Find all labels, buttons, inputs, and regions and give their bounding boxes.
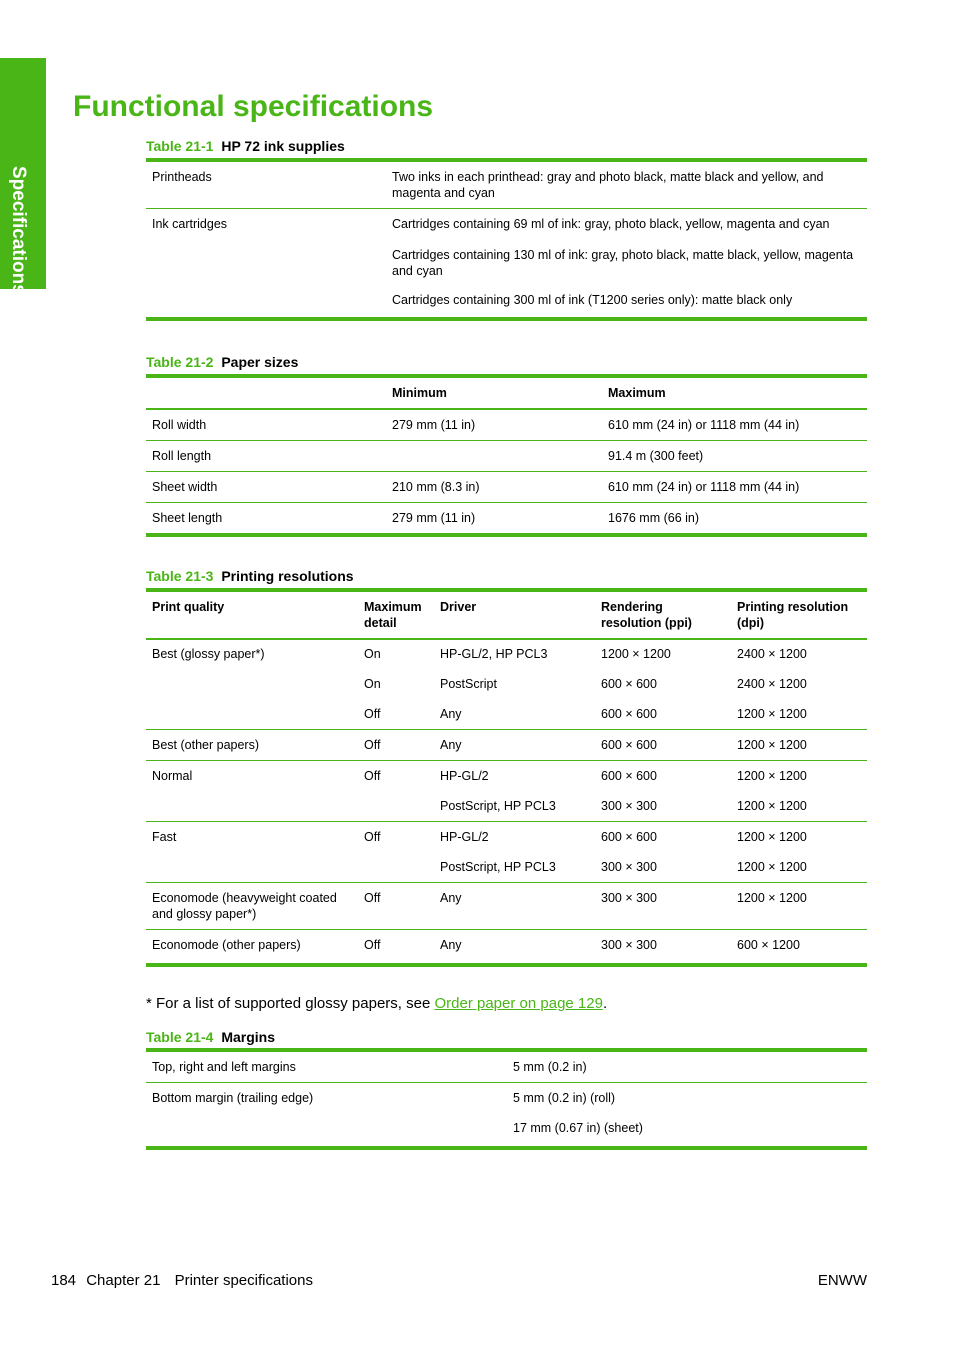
table-cell: 1200 × 1200 xyxy=(737,830,807,844)
table-cell: 600 × 1200 xyxy=(737,938,800,952)
table-cell: Top, right and left margins xyxy=(152,1060,296,1074)
table-ink-supplies xyxy=(146,158,867,321)
column-header: Rendering resolution (ppi) xyxy=(601,600,692,630)
table-row xyxy=(146,852,867,883)
table1-bottom-rule xyxy=(146,317,867,321)
table-cell: 600 × 600 xyxy=(601,738,657,752)
table-row xyxy=(146,162,867,209)
table-cell: PostScript, HP PCL3 xyxy=(440,799,556,813)
table-cell: 279 mm (11 in) xyxy=(392,418,476,432)
table-row xyxy=(146,822,867,853)
table-cell: 17 mm (0.67 in) (sheet) xyxy=(513,1121,643,1135)
table-cell xyxy=(358,852,434,883)
table-cell xyxy=(146,669,358,699)
table2-number: Table 21-2 xyxy=(146,354,214,370)
table-cell: Off xyxy=(364,830,381,844)
table-margins xyxy=(146,1048,867,1150)
table-paper-sizes xyxy=(146,374,867,537)
table2-title: Paper sizes xyxy=(221,354,299,370)
table-cell: On xyxy=(364,677,381,691)
table-row xyxy=(146,409,867,441)
page-number: 184 xyxy=(51,1272,77,1289)
table-row xyxy=(146,930,867,964)
table-cell: Roll width xyxy=(152,418,207,432)
table-row xyxy=(146,472,867,503)
table-cell: 610 mm (24 in) or 1118 mm (44 in) xyxy=(608,480,800,494)
table-row xyxy=(146,639,867,669)
column-header: Driver xyxy=(440,600,477,614)
table-cell: Normal xyxy=(152,769,193,783)
page-footer-right: ENWW xyxy=(817,1272,867,1289)
table1-number: Table 21-1 xyxy=(146,138,214,154)
page-title: Functional specifications xyxy=(73,90,434,123)
table-cell: 5 mm (0.2 in) (roll) xyxy=(513,1091,616,1105)
table3-title: Printing resolutions xyxy=(221,568,354,584)
table-cell: On xyxy=(364,647,381,661)
table-row xyxy=(146,791,867,822)
table-cell: Sheet length xyxy=(152,511,223,525)
table4-number: Table 21-4 xyxy=(146,1029,214,1045)
table-cell: 1200 × 1200 xyxy=(737,891,807,905)
column-header: Print quality xyxy=(152,600,225,614)
column-header: Maximum detail xyxy=(364,600,422,630)
table-cell xyxy=(146,286,386,317)
table-cell: 600 × 600 xyxy=(601,830,657,844)
table-cell: Any xyxy=(440,891,462,905)
table-cell: Roll length xyxy=(152,449,212,463)
table-cell: 1200 × 1200 xyxy=(737,860,807,874)
table-cell: 300 × 300 xyxy=(601,938,657,952)
table-header-row xyxy=(146,378,867,409)
table4-title: Margins xyxy=(221,1029,276,1045)
table-row xyxy=(146,669,867,699)
table-cell: Fast xyxy=(152,830,177,844)
table-cell: Economode (other papers) xyxy=(152,938,301,952)
table-cell: Two inks in each printhead: gray and photo black, matte black and yellow, and magenta and cyan xyxy=(392,170,824,200)
table2-caption xyxy=(146,354,298,370)
table-cell: Off xyxy=(364,938,381,952)
table-cell: 1200 × 1200 xyxy=(737,769,807,783)
column-header: Printing resolution (dpi) xyxy=(737,600,849,630)
table-row xyxy=(146,503,867,534)
table-cell: Any xyxy=(440,938,462,952)
table-cell xyxy=(146,699,358,730)
table-cell: Economode (heavyweight coated and glossy paper*) xyxy=(152,891,337,921)
table-cell: Cartridges containing 300 ml of ink (T1200 series only): matte black only xyxy=(392,293,793,307)
column-header: Minimum xyxy=(392,386,447,400)
table-cell: 91.4 m (300 feet) xyxy=(608,449,704,463)
footnote-text: * For a list of supported glossy papers, see xyxy=(146,995,435,1012)
table-cell: 300 × 300 xyxy=(601,860,657,874)
table-cell: Printheads xyxy=(152,170,212,184)
table-cell: 600 × 600 xyxy=(601,677,657,691)
table-cell: 279 mm (11 in) xyxy=(392,511,476,525)
table-row xyxy=(146,239,867,286)
table-cell: PostScript, HP PCL3 xyxy=(440,860,556,874)
table-cell: Cartridges containing 69 ml of ink: gray, photo black, yellow, magenta and cyan xyxy=(392,217,830,231)
table-cell: 1200 × 1200 xyxy=(737,738,807,752)
footer-chapter-title: Printer specifications xyxy=(174,1272,313,1289)
table-cell xyxy=(146,1113,507,1146)
table-cell: 300 × 300 xyxy=(601,799,657,813)
table-row xyxy=(146,699,867,730)
table-cell: 600 × 600 xyxy=(601,707,657,721)
table3-caption xyxy=(146,568,354,584)
footnote-suffix: . xyxy=(602,995,608,1012)
table-cell: Off xyxy=(364,769,381,783)
table-row xyxy=(146,730,867,761)
order-paper-link[interactable]: Order paper on page 129 xyxy=(434,995,603,1012)
table-row xyxy=(146,286,867,317)
table-row xyxy=(146,441,867,472)
footer-chapter: Chapter 21 xyxy=(86,1272,161,1289)
table-row xyxy=(146,761,867,792)
table-cell: 1200 × 1200 xyxy=(601,647,671,661)
table-cell: 600 × 600 xyxy=(601,769,657,783)
table-cell: Best (glossy paper*) xyxy=(152,647,265,661)
table-cell: 210 mm (8.3 in) xyxy=(392,480,480,494)
table-cell: 1200 × 1200 xyxy=(737,707,807,721)
table-cell: HP-GL/2 xyxy=(440,769,489,783)
table-header-row xyxy=(146,592,867,639)
table-cell: HP-GL/2, HP PCL3 xyxy=(440,647,548,661)
table-row xyxy=(146,883,867,930)
column-header xyxy=(146,378,386,409)
table4-bottom-rule xyxy=(146,1146,867,1150)
table-row xyxy=(146,209,867,240)
table-cell: Off xyxy=(364,707,381,721)
table-cell: Ink cartridges xyxy=(152,217,228,231)
table-printing-resolutions xyxy=(146,588,867,967)
table-cell: Off xyxy=(364,738,381,752)
table-cell xyxy=(146,852,358,883)
table3-bottom-rule xyxy=(146,963,867,967)
table-cell: Best (other papers) xyxy=(152,738,259,752)
table-cell: 610 mm (24 in) or 1118 mm (44 in) xyxy=(608,418,800,432)
table-cell: 300 × 300 xyxy=(601,891,657,905)
table-cell: PostScript xyxy=(440,677,497,691)
table-cell xyxy=(146,239,386,286)
table-cell: Any xyxy=(440,738,462,752)
table-cell: 2400 × 1200 xyxy=(737,647,807,661)
footnote xyxy=(146,995,607,1012)
table-cell: 2400 × 1200 xyxy=(737,677,807,691)
table1-title: HP 72 ink supplies xyxy=(221,138,345,154)
table-cell: HP-GL/2 xyxy=(440,830,489,844)
table-cell: Bottom margin (trailing edge) xyxy=(152,1091,314,1105)
table2-bottom-rule xyxy=(146,533,867,537)
table-cell: 1200 × 1200 xyxy=(737,799,807,813)
chapter-side-tab xyxy=(0,58,46,295)
table-row xyxy=(146,1052,867,1083)
table-cell: 5 mm (0.2 in) xyxy=(513,1060,587,1074)
table3-number: Table 21-3 xyxy=(146,568,214,584)
table-cell xyxy=(358,791,434,822)
table-cell: Cartridges containing 130 ml of ink: gray, photo black, matte black, yellow, magenta and cyan xyxy=(392,248,854,278)
table1-caption xyxy=(146,138,345,154)
side-tab-label: Specifications xyxy=(8,166,29,295)
column-header: Maximum xyxy=(608,386,666,400)
table-row xyxy=(146,1113,867,1146)
table-cell: Any xyxy=(440,707,462,721)
table-cell xyxy=(146,791,358,822)
table-cell: Sheet width xyxy=(152,480,218,494)
page-footer-left xyxy=(51,1272,313,1289)
table-cell: 1676 mm (66 in) xyxy=(608,511,700,525)
table-cell: Off xyxy=(364,891,381,905)
table4-caption xyxy=(146,1029,275,1045)
table-cell xyxy=(386,441,602,472)
table-row xyxy=(146,1083,867,1114)
